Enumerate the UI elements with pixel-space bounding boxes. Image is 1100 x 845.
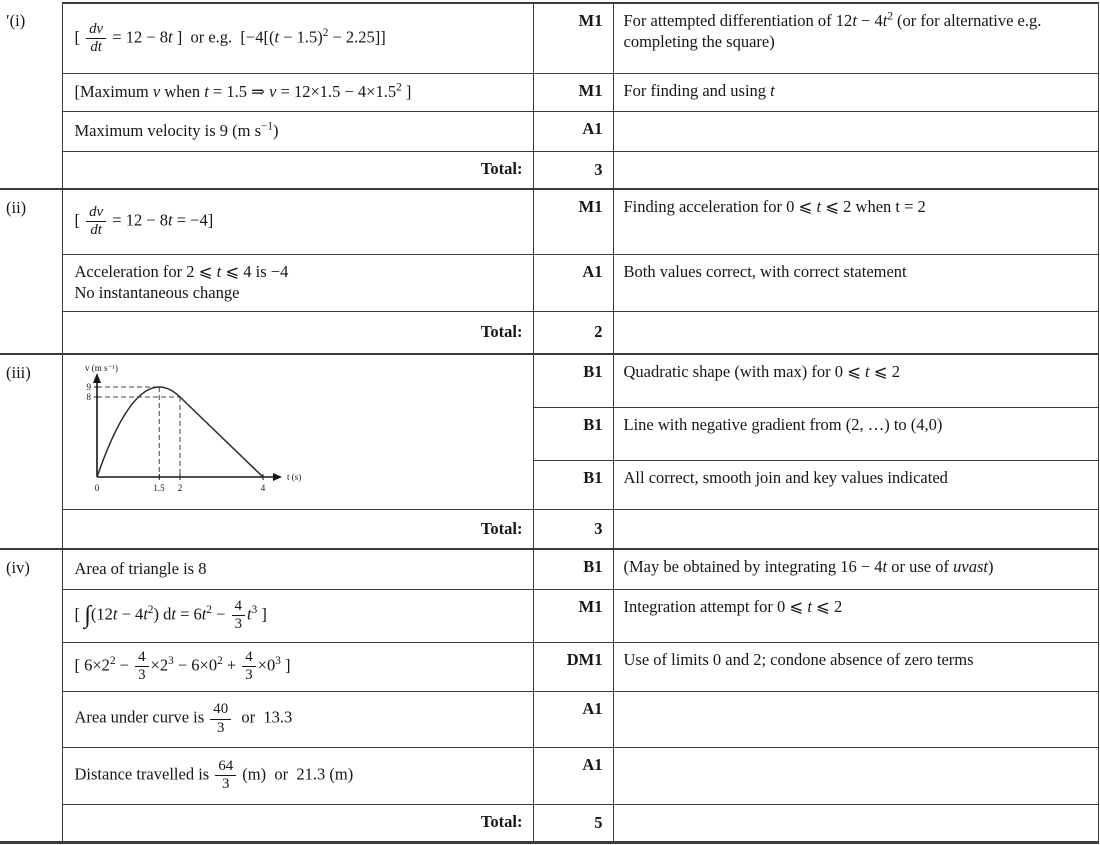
total-value: 3 [533, 151, 613, 189]
total-row [0, 804, 1098, 842]
table-row [0, 354, 1098, 407]
xtick-label-0: 0 [94, 483, 99, 493]
total-row [0, 151, 1098, 189]
comment-cell: Quadratic shape (with max) for 0 ⩽ t ⩽ 2 [613, 354, 1098, 407]
comment-cell: Integration attempt for 0 ⩽ t ⩽ 2 [613, 589, 1098, 642]
graph-svg [67, 361, 377, 501]
working-cell: [Maximum v when t = 1.5 ⇒ $v = 12\times 1.5 - 4\times 1.5^2$ ] [62, 73, 533, 111]
velocity-time-graph [62, 354, 533, 509]
comment-cell [613, 691, 1098, 747]
part-label-iii: (iii) [0, 354, 62, 549]
mark-cell: M1 [533, 3, 613, 73]
comment-cell: Finding acceleration for 0 ⩽ t ⩽ 2 when t = 2 [613, 189, 1098, 254]
working-cell: Area of triangle is 8 [62, 549, 533, 589]
mark-cell: A1 [533, 254, 613, 311]
comment-cell [613, 151, 1098, 189]
xtick-label-4: 4 [260, 483, 265, 493]
y-axis-arrow [93, 373, 101, 383]
comment-cell: All correct, smooth join and key values indicated [613, 461, 1098, 509]
table-row [0, 111, 1098, 151]
working-cell: [ $\frac{dv}{dt}$ = 12 − 8t = −4] [62, 189, 533, 254]
mark-cell: M1 [533, 73, 613, 111]
comment-cell: For finding and using t [613, 73, 1098, 111]
mark-cell: M1 [533, 189, 613, 254]
working-cell: Distance travelled is $\frac{64}{3}$ (m) or 21.3 (m) [62, 747, 533, 804]
x-axis-label: t (s) [286, 472, 301, 482]
part-label-iv: (iv) [0, 549, 62, 842]
total-row [0, 509, 1098, 549]
table-row [0, 589, 1098, 642]
total-row [0, 311, 1098, 354]
mark-scheme-table [0, 2, 1099, 844]
table-row [0, 3, 1098, 73]
comment-cell [613, 111, 1098, 151]
comment-cell: For attempted differentiation of $12t - 4t^2$ (or for alternative e.g. completing the square) [613, 3, 1098, 73]
comment-cell: Use of limits 0 and 2; condone absence of zero terms [613, 642, 1098, 691]
mark-cell: B1 [533, 354, 613, 407]
mark-cell: DM1 [533, 642, 613, 691]
mark-cell: M1 [533, 589, 613, 642]
total-value: 2 [533, 311, 613, 354]
table-row [0, 747, 1098, 804]
working-cell: Area under curve is $\frac{40}{3}$ or 13.3 [62, 691, 533, 747]
mark-cell: B1 [533, 407, 613, 460]
table-row [0, 642, 1098, 691]
xtick-label-1-5: 1.5 [152, 483, 165, 493]
y-axis-label: v (m s⁻¹) [84, 363, 118, 373]
mark-cell: A1 [533, 747, 613, 804]
table-row [0, 549, 1098, 589]
table-row [0, 254, 1098, 311]
total-label: Total: [62, 804, 533, 842]
working-cell: [ $\int(12t - 4t^2)$ dt = $6t^2$ − $\frac{4}{3}$ $t^3$ ] [62, 589, 533, 642]
working-cell: [ $6\times 2^2$ − $\frac{4}{3}$ $\times 2^3 - 6\times 0^2$ + $\frac{4}{3}$ $\times 0^3$ ] [62, 642, 533, 691]
comment-cell [613, 509, 1098, 549]
total-label: Total: [62, 311, 533, 354]
total-label: Total: [62, 151, 533, 189]
comment-cell: Line with negative gradient from (2, …) to (4,0) [613, 407, 1098, 460]
table-row [0, 691, 1098, 747]
total-label: Total: [62, 509, 533, 549]
mark-cell: A1 [533, 691, 613, 747]
total-value: 3 [533, 509, 613, 549]
x-axis-arrow [273, 473, 282, 481]
table-row [0, 73, 1098, 111]
comment-cell [613, 747, 1098, 804]
mark-cell: B1 [533, 549, 613, 589]
mark-cell: A1 [533, 111, 613, 151]
table-row [0, 189, 1098, 254]
comment-cell [613, 804, 1098, 842]
part-label-ii: (ii) [0, 189, 62, 354]
comment-cell [613, 311, 1098, 354]
comment-cell: Both values correct, with correct statement [613, 254, 1098, 311]
mark-cell: B1 [533, 461, 613, 509]
xtick-label-2: 2 [177, 483, 182, 493]
part-label-i: ′(i) [0, 3, 62, 189]
working-cell: Acceleration for 2 ⩽ t ⩽ 4 is −4 No instantaneous change [62, 254, 533, 311]
working-cell: [ $\frac{dv}{dt}$ = 12 − 8t ] or e.g. $[-4[(t - 1.5)^2 - 2.25]]$ [62, 3, 533, 73]
ytick-label-9: 9 [86, 382, 91, 392]
ytick-label-8: 8 [86, 392, 91, 402]
total-value: 5 [533, 804, 613, 842]
comment-cell: (May be obtained by integrating 16 − 4t or use of uvast) [613, 549, 1098, 589]
working-cell: Maximum velocity is 9 (m $s^{-1}$) [62, 111, 533, 151]
